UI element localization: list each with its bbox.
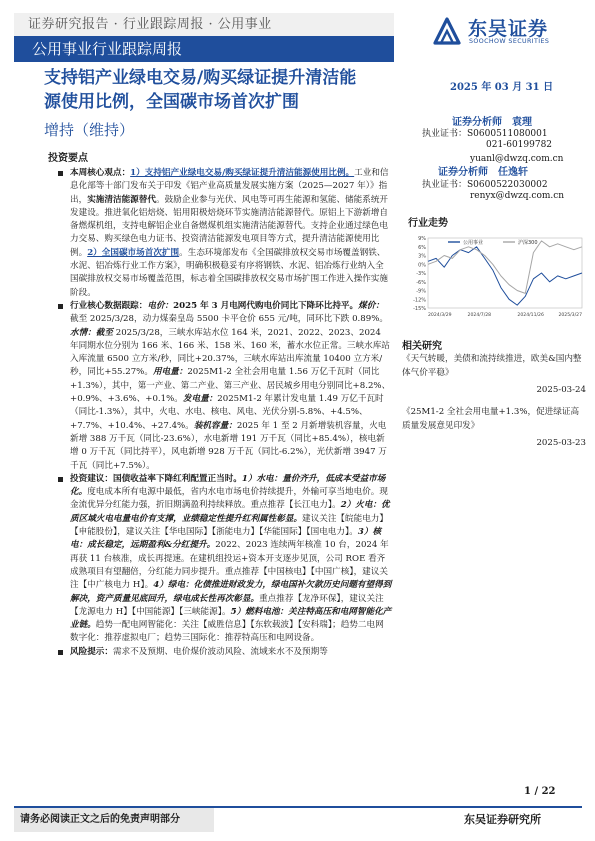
subheading-text: 3）核电：成长稳定，远期盈利&分红提升。 xyxy=(70,527,382,551)
investment-advice-paragraph xyxy=(58,473,392,646)
related-research-title[interactable]: 《25M1-2 全社会用电量+1.3%，促进绿证高质量发展意见印发》 xyxy=(402,407,580,431)
paragraph-text: 需求不及预期、电价煤价波动风险、流域来水不及预期等 xyxy=(112,646,328,657)
y-tick-label: 0% xyxy=(418,262,426,269)
report-date: 2025 年 03 月 31 日 xyxy=(450,82,554,93)
emphasis-text: 2025 年 3 月电网代购电价同比下降环比持平。 xyxy=(173,300,359,311)
logo-text-en: SOOCHOW SECURITIES xyxy=(469,38,550,45)
subheading-text: 电价： xyxy=(147,300,174,311)
core-view-paragraph xyxy=(58,167,392,300)
subheading-text: 1）水电：量价齐升，低成本受益市场化。 xyxy=(70,473,386,498)
x-tick-label: 2024/11/26 xyxy=(517,313,544,318)
bullet-square-icon xyxy=(58,477,63,482)
subheading-text: 水情： xyxy=(70,327,96,338)
analyst-2-email[interactable]: renyx@dwzq.com.cn xyxy=(470,191,565,201)
analyst-1-phone: 021-60199782 xyxy=(486,140,553,150)
topic-link[interactable]: 2）全国碳市场首次扩围 xyxy=(87,247,180,258)
data-tracking-paragraph xyxy=(58,300,392,473)
breadcrumb: 证券研究报告 · 行业跟踪周报 · 公用事业 xyxy=(14,13,394,37)
subheading-text: 用电量： xyxy=(152,367,188,378)
paragraph-text: 2022、2023 连续两年核准 10 台，2024 年再获 11 台核准，成长再提速。在建机组投运+资本开支逐步见顶，公司 ROE 看齐成熟项目有望翻倍，分红能力同步提升。重点推荐【中国核电】【中国广核】，建议关注【中广核电力 H】。 xyxy=(70,540,389,591)
y-tick-label: -15% xyxy=(413,306,426,312)
subheading-text: 2）火电：优质区域火电电量电价有支撑，业绩稳定性提升红利属性彰显。 xyxy=(70,500,390,524)
logo-text-cn: 东吴证券 xyxy=(468,18,549,40)
paragraph-label: 投资建议：国债收益率下降红利配置正当时。 xyxy=(70,473,242,484)
analyst-1-email[interactable]: yuanl@dwzq.com.cn xyxy=(470,154,564,164)
paragraph-text: 重点推荐【龙净环保】，建议关注【龙源电力 H】【中国能源】【三峡能源】。 xyxy=(70,593,384,617)
page-number: 1 / 22 xyxy=(524,786,556,797)
related-research-heading: 相关研究 xyxy=(402,341,442,352)
y-tick-label: 9% xyxy=(418,236,426,242)
legend-label: 公用事业 xyxy=(463,240,484,246)
x-tick-label: 2024/7/28 xyxy=(467,313,492,318)
bullet-square-icon xyxy=(58,650,63,655)
risk-paragraph xyxy=(58,646,392,659)
paragraph-label: 风险提示： xyxy=(70,646,113,657)
analyst-2-cert: 执业证书：S0600522030002 xyxy=(422,180,548,190)
y-tick-label: -6% xyxy=(416,279,426,286)
y-tick-label: -3% xyxy=(416,271,426,277)
paragraph-text: 建议关注【皖能电力】【申能股份】，建议关注【华电国际】【浙能电力】【华能国际】【国电电力】。 xyxy=(70,513,388,538)
paragraph-label: 本周核心观点： xyxy=(70,168,131,178)
related-research-date: 2025-03-23 xyxy=(536,438,586,448)
series-line xyxy=(428,241,582,294)
paragraph-text: 2025 年 1 至 2 月新增装机容量，火电新增 388 万千瓦（同比-23.6%），水电新增 191 万千瓦（同比+85.4%），核电新增 0 万千瓦（同比持平），风电新增 928 万千瓦（同比-6.2%），光伏新增 3947 万千瓦（同比+7.5%）。 xyxy=(70,420,387,471)
series-line xyxy=(428,247,582,305)
logo-icon xyxy=(432,16,462,46)
x-tick-label: 2025/3/27 xyxy=(558,313,582,318)
topic-link[interactable]: 1）支持铝产业绿电交易/购买绿证提升清洁能源使用比例。 xyxy=(130,168,355,178)
subheading-text: 发电量： xyxy=(182,394,218,405)
y-tick-label: -9% xyxy=(416,288,426,295)
emphasis-text: 实施清洁能源替代 xyxy=(87,194,156,205)
related-research-title[interactable]: 《天气转暖，美债和流持续推进，欧美&国内整体气价平稳》 xyxy=(402,354,582,378)
y-tick-label: 6% xyxy=(418,244,426,251)
related-research-date: 2025-03-24 xyxy=(536,385,586,395)
related-research-item[interactable] xyxy=(402,405,586,448)
report-type-banner: 公用事业行业跟踪周报 xyxy=(14,36,394,62)
paragraph-text: 趋势一配电网智能化：关注【威胜信息】【东软载波】【安科瑞】；趋势二电网数字化：推荐虚拟电厂；趋势三国际化：推荐特高压和电网设备。 xyxy=(70,620,384,644)
report-title xyxy=(44,66,384,114)
paragraph-label: 行业核心数据跟踪： xyxy=(70,300,148,311)
analyst-1-cert: 执业证书：S0600511080001 xyxy=(422,129,548,139)
paragraph-text: 2025M1-2 年累计发电量 1.49 万亿千瓦时（同比-1.3%），其中，火电、水电、核电、风电、光伏分别-5.8%、+4.5%、+7.7%、+10.4%、+27.4%。 xyxy=(70,394,384,431)
subheading-text: 4）绿电：化债推进财政发力，绿电国补欠款历史问题有望得到解决，资产质量见底回升，绿电成长性再次彰显。 xyxy=(70,580,392,604)
report-title-line: 支持铝产业绿电交易/购买绿证提升清洁能 xyxy=(44,68,357,88)
key-points-heading: 投资要点 xyxy=(48,153,88,164)
footer-institute: 东吴证券研究所 xyxy=(464,813,541,826)
bullet-square-icon xyxy=(58,171,63,176)
y-tick-label: 3% xyxy=(418,253,426,260)
paragraph-text: 2025M1-2 全社会用电量 1.56 万亿千瓦时（同比+1.3%），其中，第一产业、第二产业、第三产业、居民城乡用电分别同比+8.2%、+0.9%、+3.6%、+0.1%。 xyxy=(70,367,391,405)
bullet-square-icon xyxy=(58,304,63,309)
paragraph-text: 度电成本所有电源中最低，省内水电市场电价持续提升，外输可享当地电价。现金流优异分红能力强，折旧期满盈利持续释放。重点推荐【长江电力】。 xyxy=(70,487,388,511)
related-research-list xyxy=(402,352,586,448)
paragraph-text: 工业和信息化部等十部门发布关于印发《铝产业高质量发展实施方案（2025—2027 年）》指出， xyxy=(70,168,389,205)
paragraph-text: 。生态环境部发布《全国碳排放权交易市场覆盖钢铁、水泥、铝冶炼行业工作方案》，明确积极稳妥有序将钢铁、水泥、铝冶炼行业纳入全国碳排放权交易市场覆盖范围，标志着全国碳排放权交易市场扩围工作进入操作实施阶段。 xyxy=(70,247,388,298)
body-text xyxy=(58,167,392,659)
company-logo xyxy=(432,14,582,50)
disclaimer-notice: 请务必阅读正文之后的免责声明部分 xyxy=(14,808,214,832)
x-tick-label: 2024/3/29 xyxy=(428,313,452,318)
rating-label: 增持（维持） xyxy=(44,121,135,139)
subheading-text: 装机容量： xyxy=(193,420,237,431)
analyst-role: 证券分析师 袁理 xyxy=(452,117,532,128)
paragraph-text: 2025/3/28，三峡水库站水位 164 米，2021、2022、2023、2024 年同期水位分别为 166 米、166 米、158 米、160 米，蓄水水位正常。三峡水库站入库流量 6500 立方米/秒，同比+20.37%，三峡水库站出库流量 10400 立方米/秒，同比+55.27%。 xyxy=(70,327,390,378)
report-title-line: 源使用比例，全国碳市场首次扩围 xyxy=(44,92,299,112)
industry-trend-chart xyxy=(408,230,586,320)
related-research-item[interactable] xyxy=(402,352,586,395)
paragraph-text: 。鼓励企业参与光伏、风电等可再生能源和氢能、储能系统开发建设。推进氧化铝焙烧、铝用阳极焙烧环节实施清洁能源替代。原铝上下游新增自备燃煤机组，支持电解铝企业自备燃煤机组实施清洁能源替代。支持企业通过绿色电力交易、购买绿色电力证书、投资清洁能源发电项目等方式，提升清洁能源使用比例。 xyxy=(70,194,389,258)
subheading-text: 截至 xyxy=(95,327,113,338)
paragraph-text: 截至 2025/3/28，动力煤秦皇岛 5500 卡平仓价 655 元/吨，同环比下跌 0.89%。 xyxy=(70,314,388,325)
chart-frame xyxy=(428,238,582,308)
subheading-text: 煤价： xyxy=(358,300,384,311)
legend-label: 沪深300 xyxy=(518,240,538,246)
industry-trend-heading: 行业走势 xyxy=(408,218,448,229)
y-tick-label: -12% xyxy=(413,297,426,304)
subheading-text: 5）燃料电池：关注特高压和电网智能化产业链。 xyxy=(70,606,392,631)
analyst-role: 证券分析师 任逸轩 xyxy=(438,167,528,178)
